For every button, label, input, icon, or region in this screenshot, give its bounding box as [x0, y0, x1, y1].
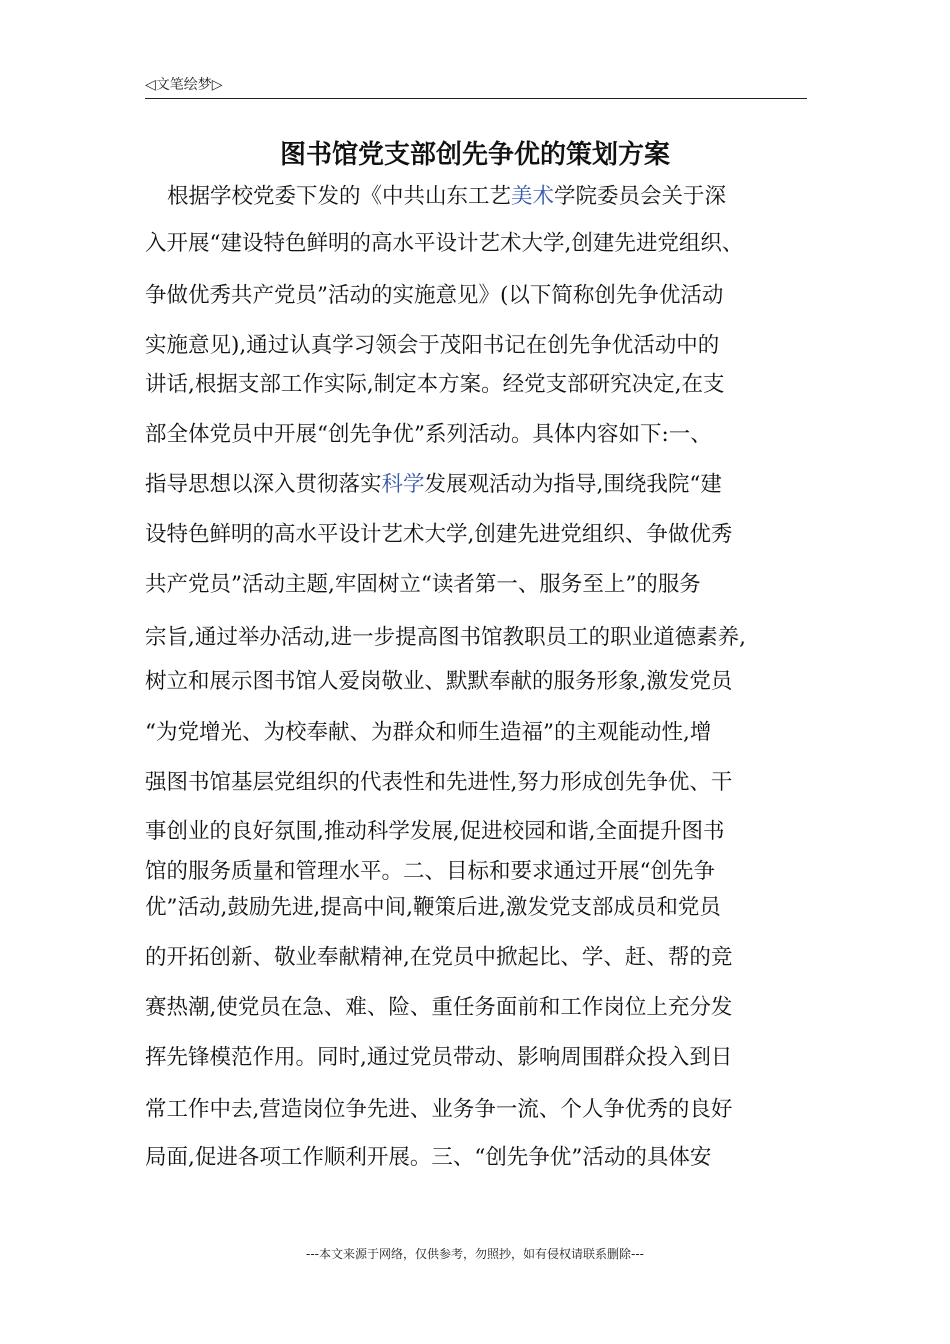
- paragraph-line: [145, 768, 732, 798]
- text-span: 指导思想以深入贯彻落实: [145, 472, 382, 497]
- paragraph-line: [145, 943, 732, 973]
- paragraph-line: [145, 331, 719, 361]
- paragraph-line: [145, 420, 712, 450]
- paragraph-line: [145, 520, 732, 550]
- paragraph-line: [145, 1095, 732, 1125]
- text-span: 赛热潮,使党员在急、难、险、重任务面前和工作岗位上充分发: [145, 995, 733, 1020]
- paragraph-line: [145, 281, 723, 311]
- text-span: 强图书馆基层党组织的代表性和先进性,努力形成创先争优、干: [145, 770, 733, 795]
- footer-disclaimer: ---本文来源于网络，仅供参考，勿照抄，如有侵权请联系删除---: [306, 1247, 644, 1261]
- header-label: ◁文笔绘梦▷: [145, 77, 223, 93]
- text-span: 实施意见),通过认真学习领会于茂阳书记在创先争优活动中的: [145, 333, 720, 358]
- text-span: 馆的服务质量和管理水平。二、目标和要求通过开展“创先争: [145, 859, 715, 884]
- paragraph-line: [145, 857, 715, 887]
- text-span: “为党增光、为校奉献、为群众和师生造福”的主观能动性,增: [145, 720, 712, 745]
- paragraph-line: [167, 182, 726, 212]
- inline-link[interactable]: 科学: [381, 472, 425, 497]
- text-span: 根据学校党委下发的《中共山东工艺: [167, 184, 512, 209]
- paragraph-line: [145, 667, 732, 697]
- text-span: 设特色鲜明的高水平设计艺术大学,创建先进党组织、争做优秀: [145, 522, 733, 547]
- text-span: 学院委员会关于深: [554, 184, 727, 209]
- text-span: 部全体党员中开展“创先争优”系列活动。具体内容如下:一、: [145, 422, 712, 447]
- page-header: [145, 72, 807, 99]
- paragraph-line: [145, 570, 701, 600]
- paragraph-line: [145, 718, 711, 748]
- text-span: 宗旨,通过举办活动,进一步提高图书馆教职员工的职业道德素养,: [145, 625, 747, 650]
- text-span: 树立和展示图书馆人爱岗敬业、默默奉献的服务形象,激发党员: [145, 669, 733, 694]
- text-span: 局面,促进各项工作顺利开展。三、“创先争优”活动的具体安: [145, 1145, 712, 1170]
- paragraph-line: [145, 817, 725, 847]
- paragraph-line: [145, 893, 721, 923]
- text-span: 共产党员”活动主题,牢固树立“读者第一、服务至上”的服务: [145, 572, 701, 597]
- paragraph-line: [145, 1143, 711, 1173]
- text-span: 挥先锋模范作用。同时,通过党员带动、影响周围群众投入到日: [145, 1045, 733, 1070]
- text-span: 的开拓创新、敬业奉献精神,在党员中掀起比、学、赶、帮的竞: [145, 945, 733, 970]
- text-span: 优”活动,鼓励先进,提高中间,鞭策后进,激发党支部成员和党员: [145, 895, 721, 920]
- paragraph-line: [145, 470, 722, 500]
- paragraph-line: [145, 370, 725, 400]
- text-span: 常工作中去,营造岗位争先进、业务争一流、个人争优秀的良好: [145, 1097, 733, 1122]
- text-span: 发展观活动为指导,围绕我院“建: [424, 472, 722, 497]
- paragraph-line: [145, 623, 746, 653]
- inline-link[interactable]: 美术: [511, 184, 555, 209]
- text-span: 争做优秀共产党员”活动的实施意见》(以下简称创先争优活动: [145, 283, 724, 308]
- text-span: 入开展“建设特色鲜明的高水平设计艺术大学,创建先进党组织、: [145, 231, 744, 256]
- text-span: 讲话,根据支部工作实际,制定本方案。经党支部研究决定,在支: [145, 372, 725, 397]
- text-span: 事创业的良好氛围,推动科学发展,促进校园和谐,全面提升图书: [145, 819, 725, 844]
- document-title: 图书馆党支部创先争优的策划方案: [279, 140, 670, 170]
- paragraph-line: [145, 229, 743, 259]
- paragraph-line: [145, 1043, 732, 1073]
- paragraph-line: [145, 993, 732, 1023]
